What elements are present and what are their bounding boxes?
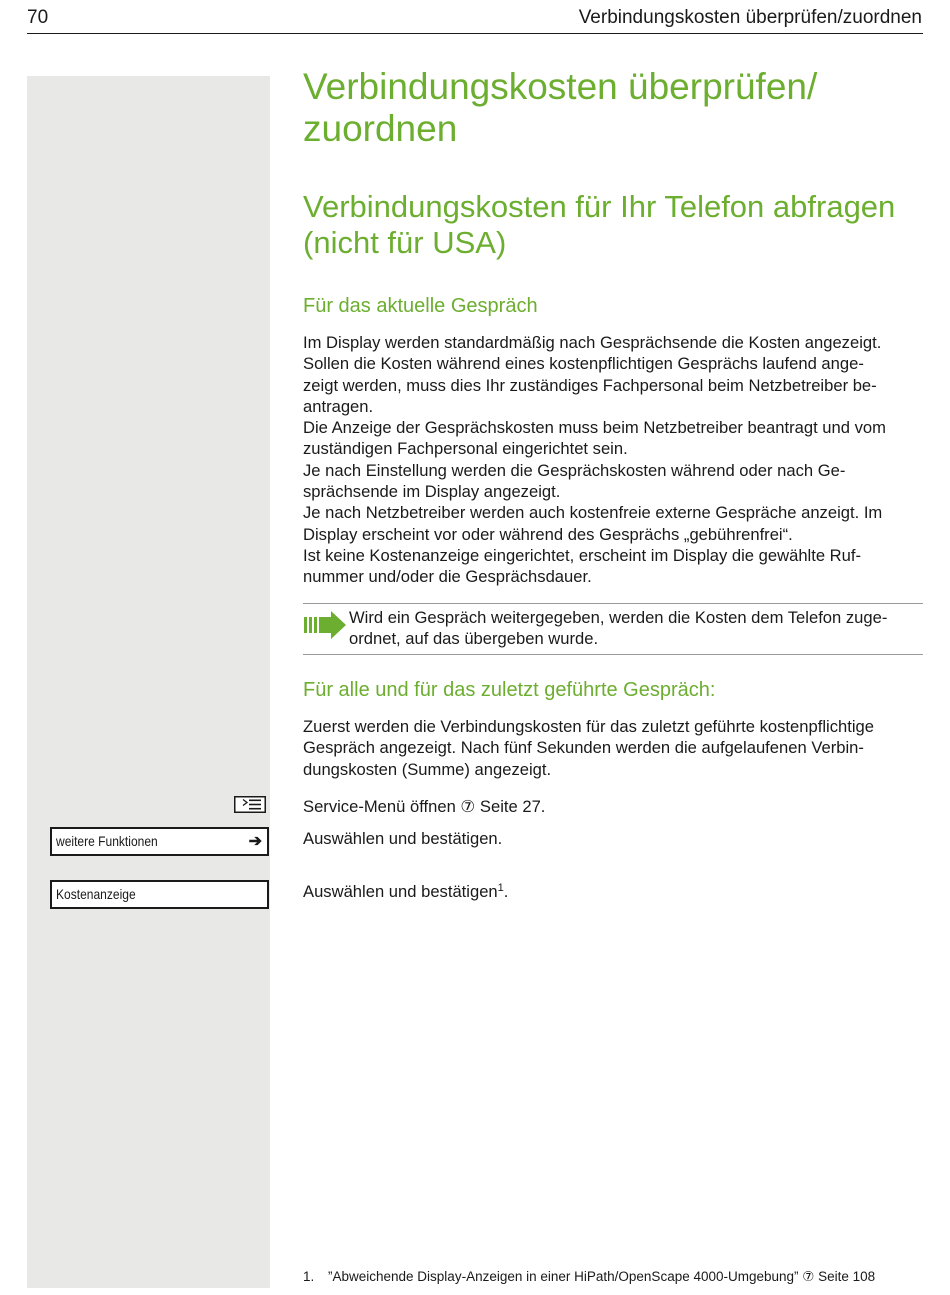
text-line: dungskosten (Summe) angezeigt. xyxy=(303,759,552,779)
menu-key-icon xyxy=(234,796,266,813)
arrow-right-icon: ➔ xyxy=(248,833,262,850)
footnote xyxy=(303,1268,923,1286)
menu-option-kostenanzeige[interactable] xyxy=(50,880,269,909)
menu-option-weitere-funktionen[interactable] xyxy=(50,827,269,856)
arrow-note-icon xyxy=(304,611,346,639)
text-line: Zuerst werden die Verbindungskosten für das zuletzt geführte kostenpflichtige xyxy=(303,717,874,736)
sidebar-column xyxy=(27,76,270,1288)
note-line-1: Wird ein Gespräch weitergegeben, werden die Kosten dem Telefon zuge- xyxy=(349,608,888,627)
section-heading-line-2: (nicht für USA) xyxy=(303,225,507,260)
page-number: 70 xyxy=(27,7,49,28)
text-line: Je nach Einstellung werden die Gesprächskosten während oder nach Ge- xyxy=(303,460,846,480)
running-title: Verbindungskosten überprüfen/zuordnen xyxy=(578,7,922,28)
text-line: Ist keine Kostenanzeige eingerichtet, erscheint im Display die gewählte Ruf- xyxy=(303,545,862,565)
text-line: Display erscheint vor oder während des Gesprächs „gebührenfrei“. xyxy=(303,524,793,544)
footnote-text: ”Abweichende Display-Anzeigen in einer HiPath/OpenScape 4000-Umgebung” ⑦ Seite 108 xyxy=(328,1269,876,1284)
step-select-confirm: Auswählen und bestätigen. xyxy=(303,829,503,848)
step-select-confirm-footnoted xyxy=(303,881,508,902)
text-line: Gespräch angezeigt. Nach fünf Sekunden werden die aufgelaufenen Verbin- xyxy=(303,738,864,758)
page-title xyxy=(303,66,923,150)
text-line: zuständigen Fachpersonal eingerichtet sein. xyxy=(303,439,628,459)
text-line: Sollen die Kosten während eines kostenpflichtigen Gesprächs laufend ange- xyxy=(303,354,864,374)
section-heading-line-1: Verbindungskosten für Ihr Telefon abfragen xyxy=(303,189,896,224)
footnote-marker: 1 xyxy=(497,882,504,894)
menu-option-label: weitere Funktionen xyxy=(56,833,158,849)
note-line-2: ordnet, auf das übergeben wurde. xyxy=(349,629,599,649)
text-line: Im Display werden standardmäßig nach Gesprächsende die Kosten angezeigt. xyxy=(303,333,882,352)
text-line: sprächsende im Display angezeigt. xyxy=(303,482,561,502)
last-call-paragraph xyxy=(303,716,923,780)
footnote-number: 1. xyxy=(303,1269,315,1284)
page-title-line-1: Verbindungskosten überprüfen/ xyxy=(303,66,818,107)
step-text: Auswählen und bestätigen xyxy=(303,882,498,901)
text-line: Je nach Netzbetreiber werden auch kostenfreie externe Gespräche anzeigt. Im xyxy=(303,503,883,523)
note-bottom-divider xyxy=(303,654,923,655)
text-line: nummer und/oder die Gesprächsdauer. xyxy=(303,567,592,587)
menu-option-label: Kostenanzeige xyxy=(56,886,136,902)
text-line: antragen. xyxy=(303,396,374,416)
current-call-paragraph xyxy=(303,332,923,588)
header-divider xyxy=(27,33,923,34)
text-line: Die Anzeige der Gesprächskosten muss beim Netzbetreiber beantragt und vom xyxy=(303,418,886,438)
step-text-end: . xyxy=(503,882,509,901)
section-heading xyxy=(303,189,923,261)
page-title-line-2: zuordnen xyxy=(303,108,458,149)
subsection-heading-current-call: Für das aktuelle Gespräch xyxy=(303,295,538,317)
text-line: zeigt werden, muss dies Ihr zuständiges Fachpersonal beim Netzbetreiber be- xyxy=(303,375,877,395)
note-text xyxy=(349,607,924,650)
note-top-divider xyxy=(303,603,923,604)
step-open-service-menu: Service-Menü öffnen ⑦ Seite 27. xyxy=(303,797,546,816)
subsection-heading-last-call: Für alle und für das zuletzt geführte Gespräch: xyxy=(303,679,716,701)
